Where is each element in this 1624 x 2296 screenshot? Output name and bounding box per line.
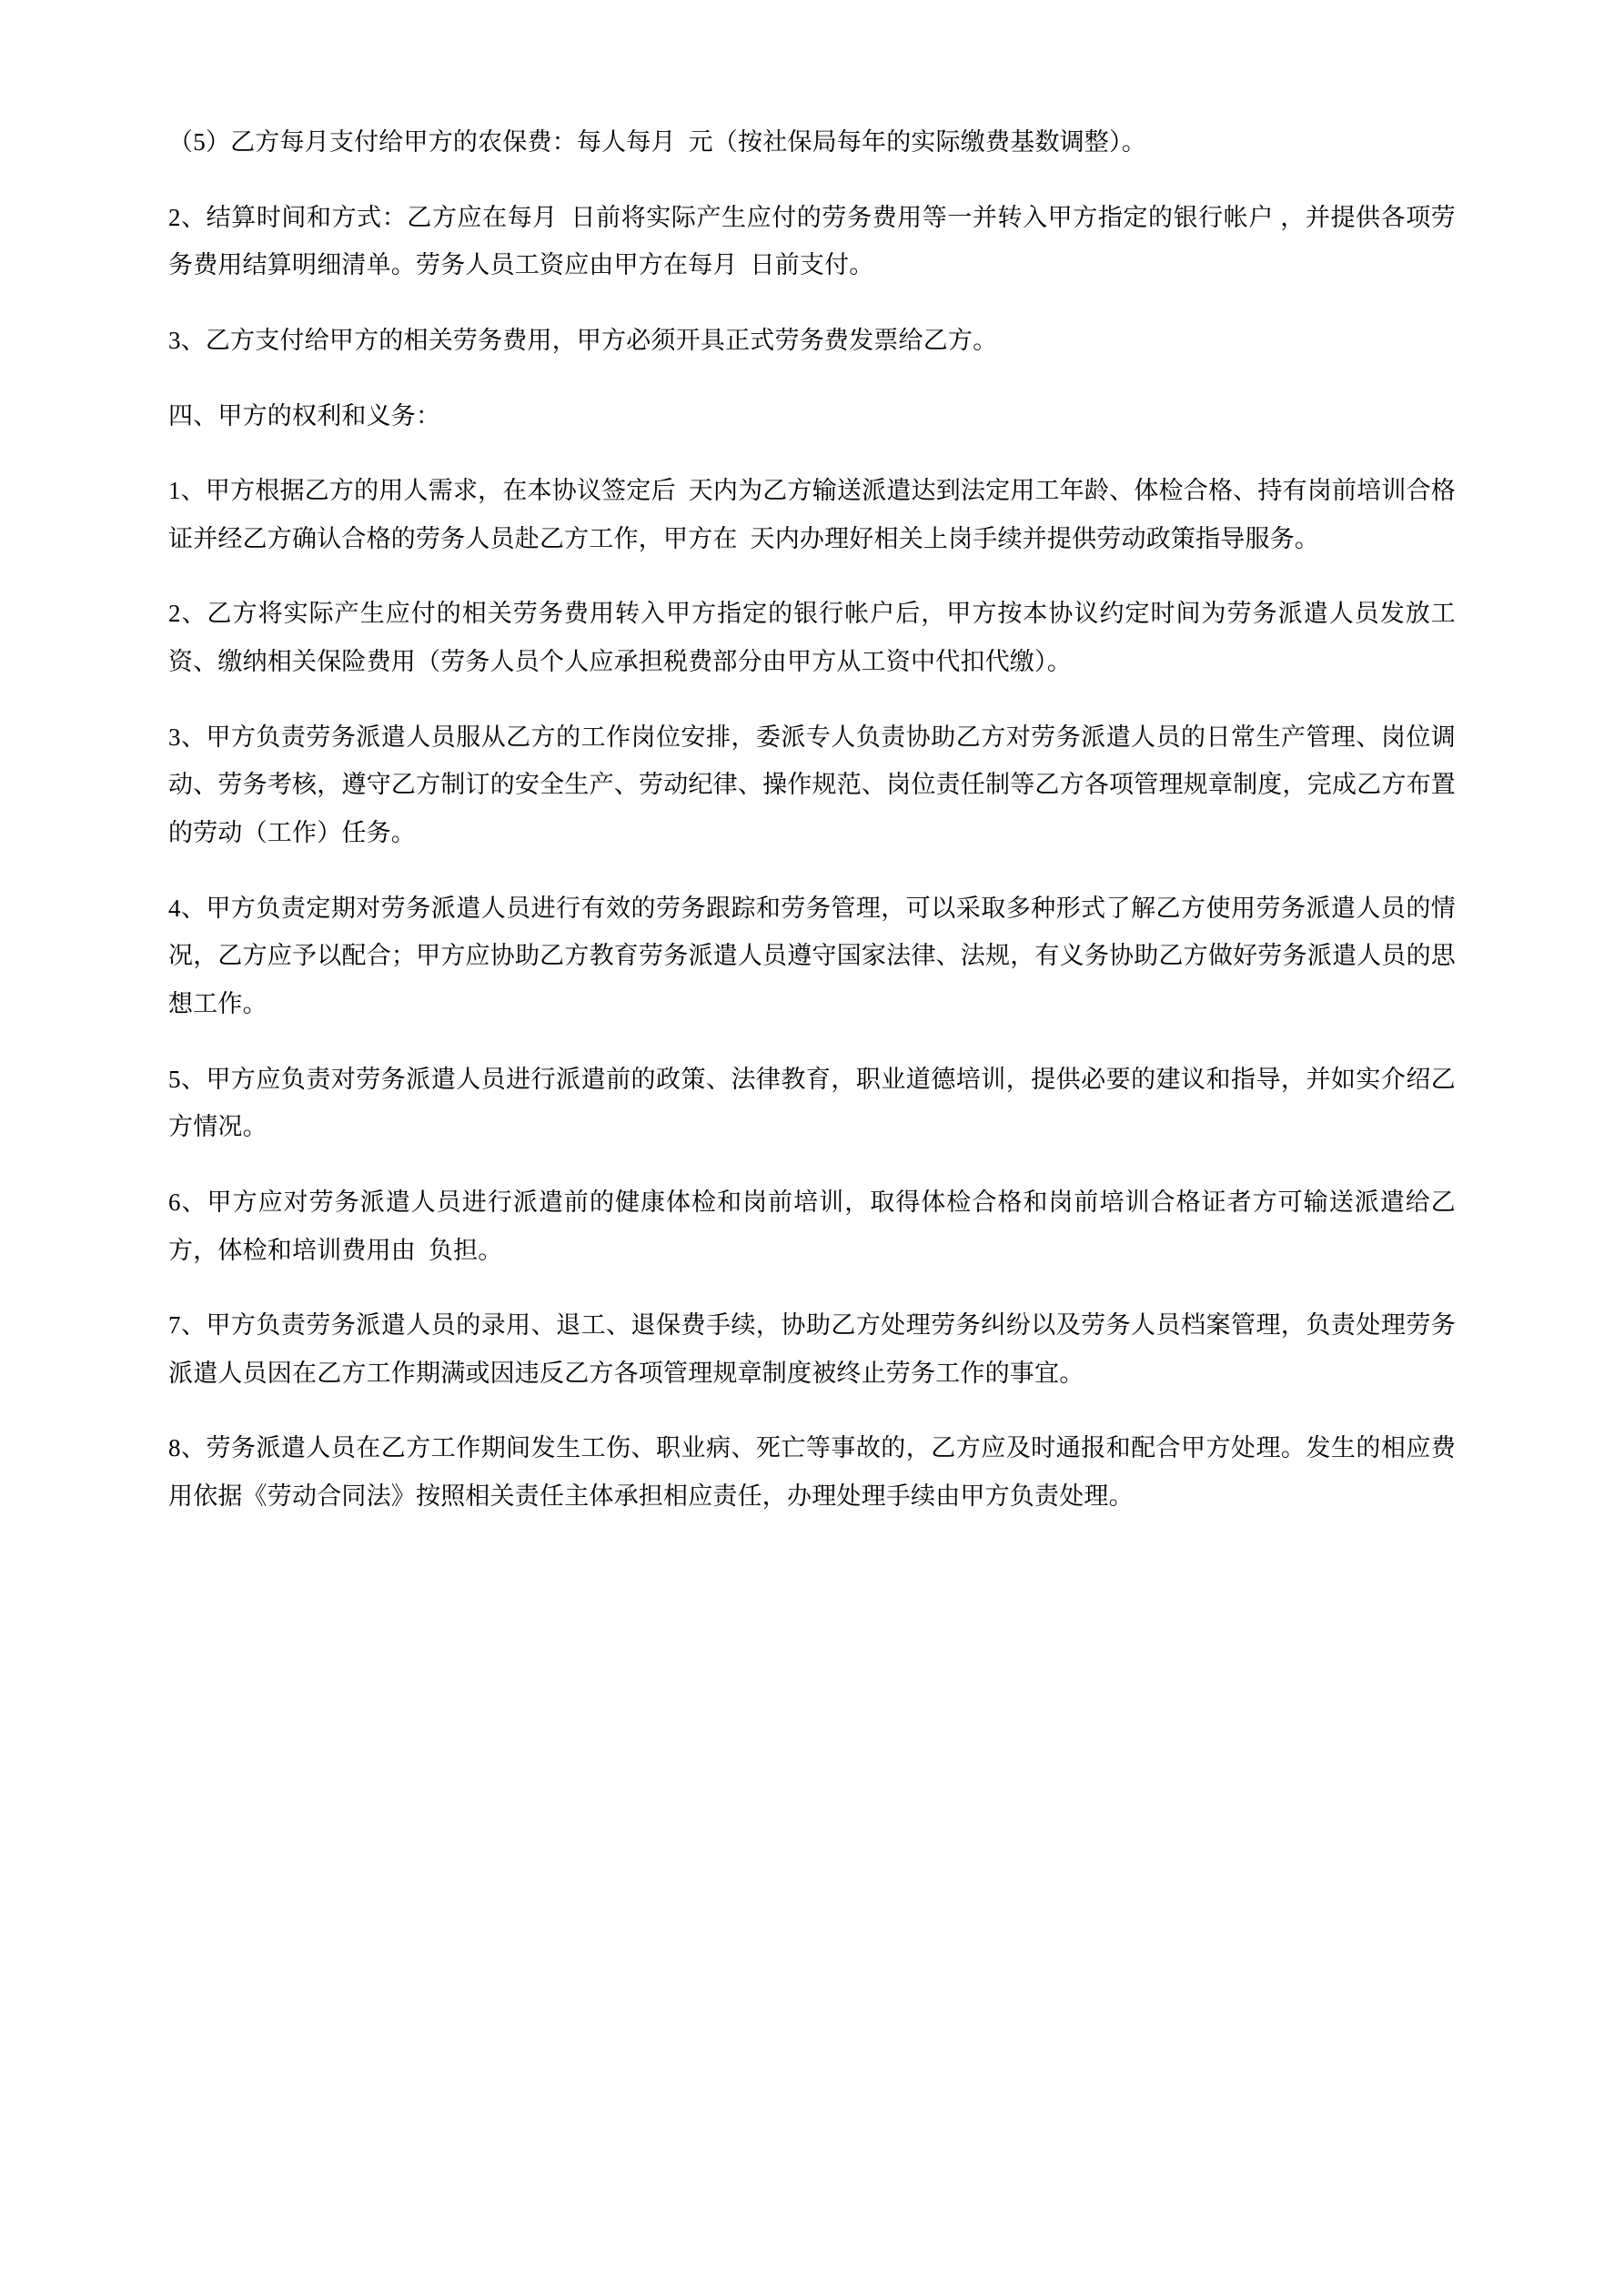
document-body: [168, 118, 1456, 1521]
paragraph-duty-8: 8、劳务派遣人员在乙方工作期间发生工伤、职业病、死亡等事故的，乙方应及时通报和配合甲方处理。发生的相应费用依据《劳动合同法》按照相关责任主体承担相应责任，办理处理手续由甲方负责处理。: [168, 1434, 1456, 1511]
paragraph-duty-7: 7、甲方负责劳务派遣人员的录用、退工、退保费手续，协助乙方处理劳务纠纷以及劳务人员档案管理，负责处理劳务派遣人员因在乙方工作期满或因违反乙方各项管理规章制度被终止劳务工作的事宜。: [168, 1311, 1456, 1387]
paragraph-duty-5: 5、甲方应负责对劳务派遣人员进行派遣前的政策、法律教育，职业道德培训，提供必要的建议和指导，并如实介绍乙方情况。: [168, 1065, 1456, 1141]
paragraph-duty-4: 4、甲方负责定期对劳务派遣人员进行有效的劳务跟踪和劳务管理，可以采取多种形式了解乙方使用劳务派遣人员的情况，乙方应予以配合；甲方应协助乙方教育劳务派遣人员遵守国家法律、法规，有义务协助乙方做好劳务派遣人员的思想工作。: [168, 894, 1456, 1017]
paragraph-duty-6: 6、甲方应对劳务派遣人员进行派遣前的健康体检和岗前培训，取得体检合格和岗前培训合格证者方可输送派遣给乙方，体检和培训费用由 负担。: [168, 1188, 1456, 1264]
paragraph-invoice: 3、乙方支付给甲方的相关劳务费用，甲方必须开具正式劳务费发票给乙方。: [168, 326, 998, 354]
paragraph-duty-1: 1、甲方根据乙方的用人需求，在本协议签定后 天内为乙方输送派遣达到法定用工年龄、体检合格、持有岗前培训合格证并经乙方确认合格的劳务人员赴乙方工作，甲方在 天内办理好相关上岗手续并提供劳动政策指导服务。: [168, 477, 1456, 552]
section-heading-four: 四、甲方的权利和义务：: [168, 401, 441, 430]
paragraph-duty-3: 3、甲方负责劳务派遣人员服从乙方的工作岗位安排，委派专人负责协助乙方对劳务派遣人员的日常生产管理、岗位调动、劳务考核，遵守乙方制订的安全生产、劳动纪律、操作规范、岗位责任制等乙方各项管理规章制度，完成乙方布置的劳动（工作）任务。: [168, 723, 1456, 847]
paragraph-settlement: 2、结算时间和方式：乙方应在每月 日前将实际产生应付的劳务费用等一并转入甲方指定的银行帐户 ，并提供各项劳务费用结算明细清单。劳务人员工资应由甲方在每月 日前支付。: [168, 203, 1456, 279]
paragraph-duty-2: 2、乙方将实际产生应付的相关劳务费用转入甲方指定的银行帐户后，甲方按本协议约定时间为劳务派遣人员发放工资、缴纳相关保险费用（劳务人员个人应承担税费部分由甲方从工资中代扣代缴）。: [168, 600, 1456, 676]
paragraph-fee-5: （5）乙方每月支付给甲方的农保费：每人每月 元（按社保局每年的实际缴费基数调整）。: [168, 128, 1146, 156]
